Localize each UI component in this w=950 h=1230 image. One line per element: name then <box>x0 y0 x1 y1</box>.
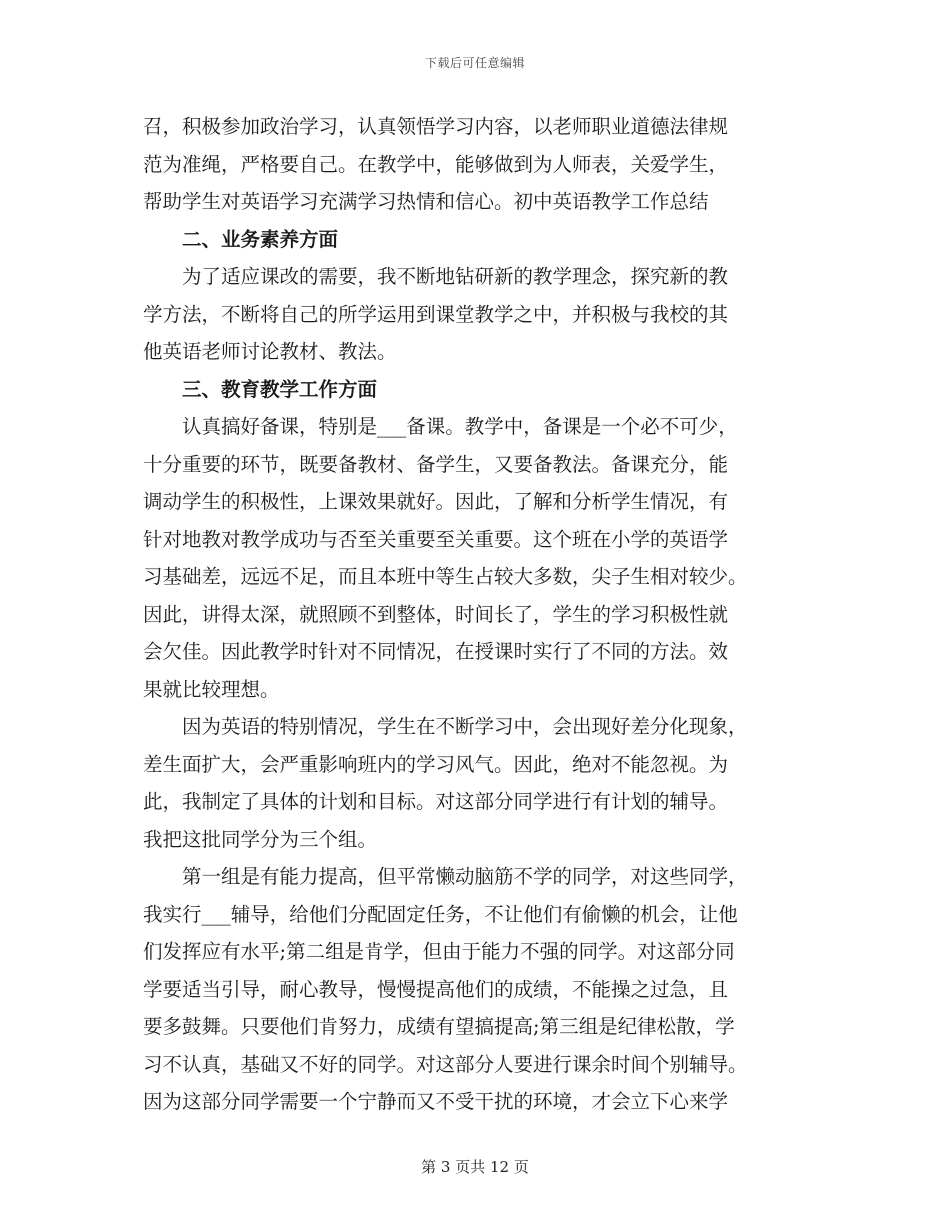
text-line: 会欠佳。因此教学时针对不同情况，在授课时实行了不同的方法。效 <box>143 640 729 663</box>
text-line: 召，积极参加政治学习，认真领悟学习内容，以老师职业道德法律规 <box>143 115 729 138</box>
text-line: 认真搞好备课，特别是___备课。教学中，备课是一个必不可少， <box>143 415 738 438</box>
text-line: 因为这部分同学需要一个宁静而又不受干扰的环境，才会立下心来学 <box>143 1090 729 1113</box>
text-line: 调动学生的积极性，上课效果就好。因此，了解和分析学生情况，有 <box>143 490 729 513</box>
section-heading: 二、业务素养方面 <box>143 227 339 251</box>
page-header: 下载后可任意编辑 <box>424 56 525 70</box>
text-line: 十分重要的环节，既要备教材、备学生，又要备教法。备课充分，能 <box>143 452 729 476</box>
text-line: 范为准绳，严格要自己。在教学中，能够做到为人师表，关爱学生， <box>143 152 729 176</box>
text-line: 因为英语的特别情况，学生在不断学习中，会出现好差分化现象， <box>143 715 748 738</box>
section-heading: 三、教育教学工作方面 <box>143 377 378 401</box>
text-line: 学要适当引导，耐心教导，慢慢提高他们的成绩，不能操之过急，且 <box>143 977 729 1001</box>
page-number: 第 3 页共 12 页 <box>421 1158 529 1176</box>
text-line: 此，我制定了具体的计划和目标。对这部分同学进行有计划的辅导。 <box>143 790 729 813</box>
text-line: 为了适应课改的需要，我不断地钻研新的教学理念，探究新的教 <box>143 265 729 288</box>
text-line: 我实行___辅导，给他们分配固定任务，不让他们有偷懒的机会，让他 <box>143 902 738 926</box>
text-line: 果就比较理想。 <box>143 677 280 701</box>
text-line: 差生面扩大，会严重影响班内的学习风气。因此，绝对不能忽视。为 <box>143 752 729 776</box>
text-line: 习基础差，远远不足，而且本班中等生占较大多数，尖子生相对较少。 <box>143 565 748 588</box>
text-line: 他英语老师讨论教材、教法。 <box>143 340 397 363</box>
text-line: 帮助学生对英语学习充满学习热情和信心。初中英语教学工作总结 <box>143 190 709 213</box>
text-line: 因此，讲得太深，就照顾不到整体，时间长了，学生的学习积极性就 <box>143 602 729 626</box>
text-line: 第一组是有能力提高，但平常懒动脑筋不学的同学，对这些同学， <box>143 865 748 888</box>
text-line: 我把这批同学分为三个组。 <box>143 827 378 851</box>
text-line: 学方法，不断将自己的所学运用到课堂教学之中，并积极与我校的其 <box>143 302 729 326</box>
document-body <box>143 108 808 1121</box>
text-line: 针对地教对教学成功与否至关重要至关重要。这个班在小学的英语学 <box>143 527 729 551</box>
text-line: 习不认真，基础又不好的同学。对这部分人要进行课余时间个别辅导。 <box>143 1052 748 1076</box>
text-line: 要多鼓舞。只要他们肯努力，成绩有望搞提高;第三组是纪律松散，学 <box>143 1015 735 1038</box>
text-line: 们发挥应有水平;第二组是肯学，但由于能力不强的同学。对这部分同 <box>143 940 735 963</box>
